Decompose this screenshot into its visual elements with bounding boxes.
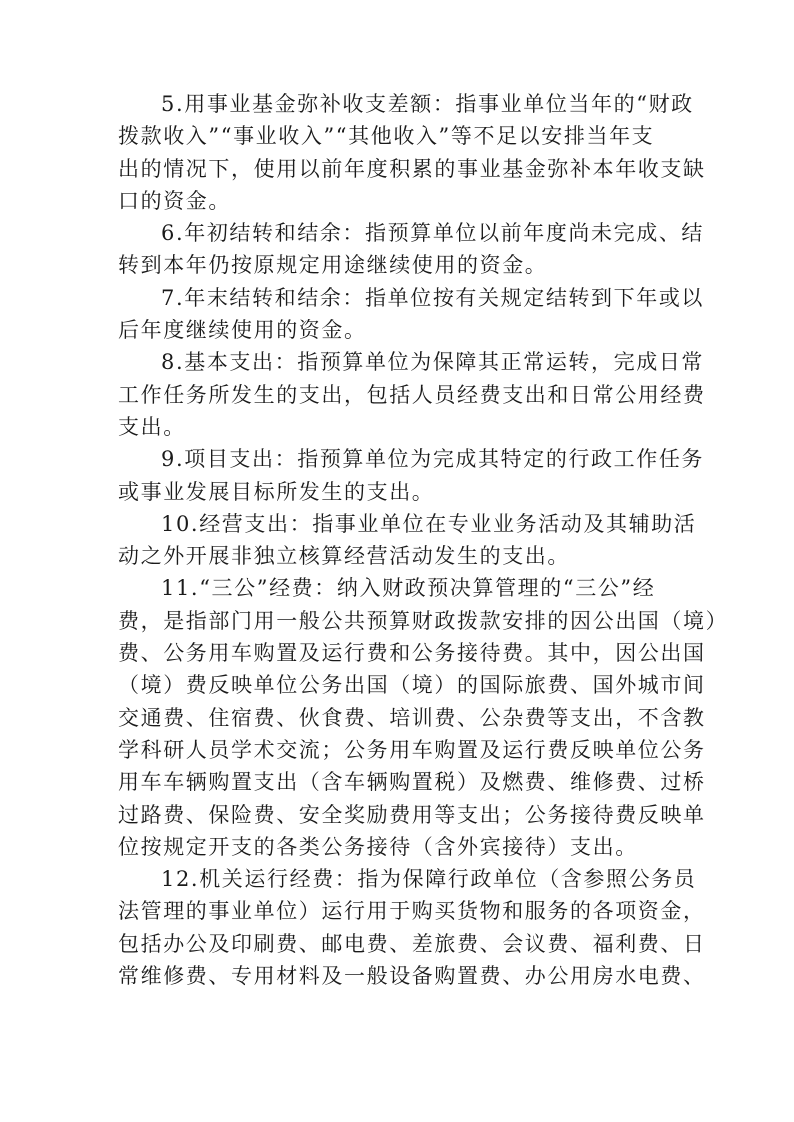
paragraph-item-6 [118,217,705,282]
text-line: 费，是指部门用一般公共预算财政拨款安排的因公出国（境） [118,608,729,633]
paragraph-item-11 [118,572,729,863]
text-line: 学科研人员学术交流；公务用车购置及运行费反映单位公务 [118,737,706,762]
text-line: 过路费、保险费、安全奖励费用等支出；公务接待费反映单 [118,802,706,827]
text-line: 费、公务用车购置及运行费和公务接待费。其中，因公出国 [118,641,706,666]
text-line: 出的情况下，使用以前年度积累的事业基金弥补本年收支缺 [118,156,706,181]
paragraph-item-10 [118,508,697,573]
paragraph-item-8 [118,346,706,443]
text-line: 用车车辆购置支出（含车辆购置税）及燃费、维修费、过桥 [118,770,706,795]
text-line: 7.年末结转和结余：指单位按有关规定结转到下年或以 [161,285,705,310]
text-line: 10.经营支出：指事业单位在专业业务活动及其辅助活 [161,511,697,536]
text-line: 5.用事业基金弥补收支差额：指事业单位当年的“财政 [161,92,694,116]
text-line: （境）费反映单位公务出国（境）的国际旅费、国外城市间 [118,673,706,698]
text-line: 支出。 [118,414,186,439]
text-line: 6.年初结转和结余：指预算单位以前年度尚未完成、结 [161,221,705,246]
text-line: 包括办公及印刷费、邮电费、差旅费、会议费、福利费、日 [118,931,706,956]
text-line: 位按规定开支的各类公务接待（含外宾接待）支出。 [118,834,638,859]
paragraph-item-12 [118,863,706,992]
paragraph-item-5 [118,88,706,217]
document-page [118,88,729,992]
text-line: 12.机关运行经费：指为保障行政单位（含参照公务员 [161,867,697,892]
paragraph-item-7 [118,282,705,347]
text-line: 后年度继续使用的资金。 [118,318,367,343]
text-line: 11.“三公”经费：纳入财政预决算管理的“三公”经 [161,576,656,601]
text-line: 转到本年仍按原规定用途继续使用的资金。 [118,253,548,278]
text-line: 9.项目支出：指预算单位为完成其特定的行政工作任务 [161,447,705,472]
text-line: 常维修费、专用材料及一般设备购置费、办公用房水电费、 [118,964,706,989]
text-line: 8.基本支出：指预算单位为保障其正常运转，完成日常 [161,350,705,375]
paragraph-item-9 [118,443,705,508]
text-line: 或事业发展目标所发生的支出。 [118,479,435,504]
text-line: 拨款收入”“事业收入”“其他收入”等不足以安排当年支 [118,124,655,149]
text-line: 交通费、住宿费、伙食费、培训费、公杂费等支出，不含教 [118,705,706,730]
text-line: 动之外开展非独立核算经营活动发生的支出。 [118,544,570,569]
text-line: 法管理的事业单位）运行用于购买货物和服务的各项资金， [118,899,706,924]
text-line: 口的资金。 [118,188,231,213]
text-line: 工作任务所发生的支出，包括人员经费支出和日常公用经费 [118,382,706,407]
